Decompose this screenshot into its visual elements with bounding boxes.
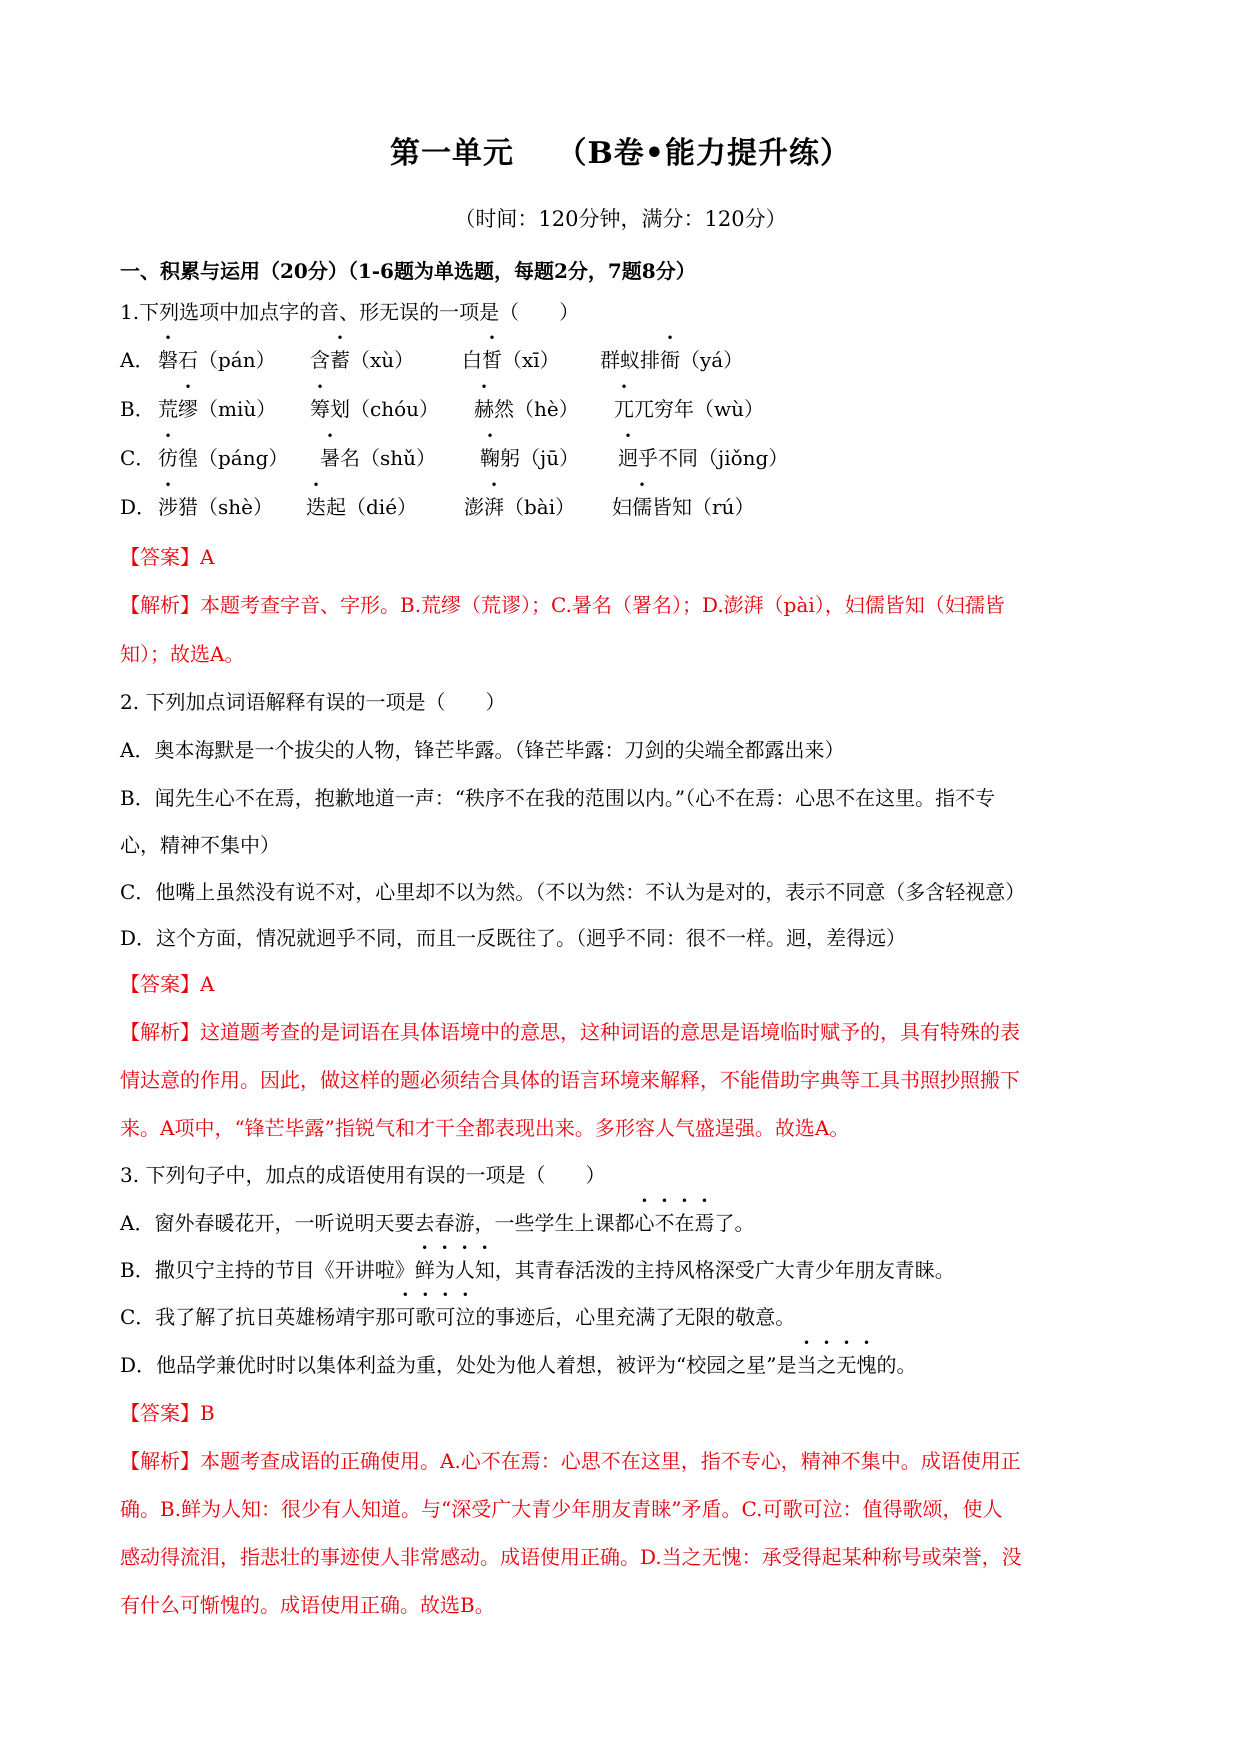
q3-analysis-line4: 有什么可惭愧的。成语使用正确。故选B。 — [120, 1593, 495, 1617]
q3-analysis-line3: 感动得流泪，指悲壮的事迹使人非常感动。成语使用正确。D.当之无愧：承受得起某种称号或荣誉，没 — [120, 1545, 1022, 1569]
q3-optC-idiom: 可歌可泣 — [395, 1305, 476, 1329]
q3-optD-idiom: 当之无愧 — [796, 1353, 877, 1377]
q2-optB-line2: 心，精神不集中） — [120, 833, 280, 857]
page-title: 第一单元 （B卷•能力提升练） — [390, 136, 851, 171]
q1-optB-label: B． — [120, 397, 155, 421]
q1-optA-item2: 含蓄（xù） — [310, 348, 415, 372]
q3-analysis-line1: 【解析】本题考查成语的正确使用。A.心不在焉：心思不在这里，指不专心，精神不集中。成语使用正 — [120, 1449, 1021, 1473]
q3-optA: A．窗外春暖花开，一听说明天要去春游，一些学生上课都心不在焉了。 — [120, 1211, 755, 1235]
q1-optB-item2: 筹划（chóu） — [310, 397, 440, 421]
q1-optD-item2: 迭起（dié） — [306, 495, 418, 519]
q1-optC-item3: 鞠躬（jū） — [480, 446, 580, 470]
q2-stem: 2. 下列加点词语解释有误的一项是（ ） — [120, 690, 506, 714]
q1-optC-item1: 彷徨（páng） — [158, 446, 289, 470]
q1-optB-item1: 荒缪（miù） — [158, 397, 277, 421]
q3-answer: 【答案】B — [120, 1401, 215, 1425]
q1-optC-item2: 暑名（shǔ） — [320, 446, 437, 470]
q3-optD: D．他品学兼优时时以集体利益为重，处处为他人着想，被评为“校园之星”是当之无愧的。 — [120, 1353, 917, 1377]
q3-optB-idiom: 鲜为人知 — [414, 1258, 495, 1282]
q3-optC: C．我了解了抗日英雄杨靖宇那可歌可泣的事迹后，心里充满了无限的敬意。 — [120, 1305, 796, 1329]
q1-optD-label: D． — [120, 495, 157, 519]
q1-optD-item3: 澎湃（bài） — [464, 495, 576, 519]
q1-analysis-line1: 【解析】本题考查字音、字形。B.荒缪（荒谬）；C.暑名（署名）；D.澎湃（pài），妇儒皆知（妇孺皆 — [120, 593, 1005, 617]
q3-optB: B．撒贝宁主持的节目《开讲啦》鲜为人知，其青春活泼的主持风格深受广大青少年朋友青睐。 — [120, 1258, 955, 1282]
q1-optC-item4: 迥乎不同（jiǒng） — [618, 446, 789, 470]
q1-optA-item1: 磐石（pán） — [158, 348, 276, 372]
q3-analysis-line2: 确。B.鲜为人知：很少有人知道。与“深受广大青少年朋友青睐”矛盾。C.可歌可泣：值得歌颂，使人 — [120, 1497, 1003, 1521]
q2-optA: A．奥本海默是一个拔尖的人物，锋芒毕露。（锋芒毕露：刀剑的尖端全都露出来） — [120, 738, 845, 762]
q1-optC-label: C． — [120, 446, 156, 470]
q2-analysis-line3: 来。A项中，“锋芒毕露”指锐气和才干全都表现出来。多形容人气盛逞强。故选A。 — [120, 1116, 850, 1140]
q2-optC: C．他嘴上虽然没有说不对，心里却不以为然。（不以为然：不认为是对的，表示不同意（多含轻视意） — [120, 880, 1026, 904]
q1-optA-item4: 群蚁排衙（yá） — [600, 348, 744, 372]
q2-analysis-line1: 【解析】这道题考查的是词语在具体语境中的意思，这种词语的意思是语境临时赋予的，具有特殊的表 — [120, 1020, 1020, 1044]
q3-optA-idiom: 心不在焉 — [634, 1211, 715, 1235]
section-heading: 一、积累与运用（20分）（1-6题为单选题，每题2分，7题8分） — [120, 259, 696, 283]
q2-analysis-line2: 情达意的作用。因此，做这样的题必须结合具体的语言环境来解释，不能借助字典等工具书照抄照搬下 — [120, 1068, 1020, 1092]
q1-analysis-line2: 知）；故选A。 — [120, 642, 245, 666]
q2-answer: 【答案】A — [120, 972, 215, 996]
q3-stem: 3. 下列句子中，加点的成语使用有误的一项是（ ） — [120, 1163, 606, 1187]
q1-optA-item3: 白皙（xī） — [462, 348, 560, 372]
q2-optD: D．这个方面，情况就迥乎不同，而且一反既往了。（迥乎不同：很不一样。迥，差得远） — [120, 926, 907, 950]
q1-optD-item1: 涉猎（shè） — [158, 495, 273, 519]
q1-optA-label: A． — [120, 348, 155, 372]
q1-answer: 【答案】A — [120, 545, 215, 569]
q1-optB-item3: 赫然（hè） — [474, 397, 579, 421]
exam-info: （时间：120分钟，满分：120分） — [454, 207, 787, 231]
q1-optD-item4: 妇儒皆知（rú） — [612, 495, 755, 519]
q1-optB-item4: 兀兀穷年（wù） — [614, 397, 764, 421]
q2-optB-line1: B．闻先生心不在焉，抱歉地道一声：“秩序不在我的范围以内。”（心不在焉：心思不在这里。指不专 — [120, 786, 996, 810]
q1-stem: 1.下列选项中加点字的音、形无误的一项是（ ） — [120, 300, 580, 324]
